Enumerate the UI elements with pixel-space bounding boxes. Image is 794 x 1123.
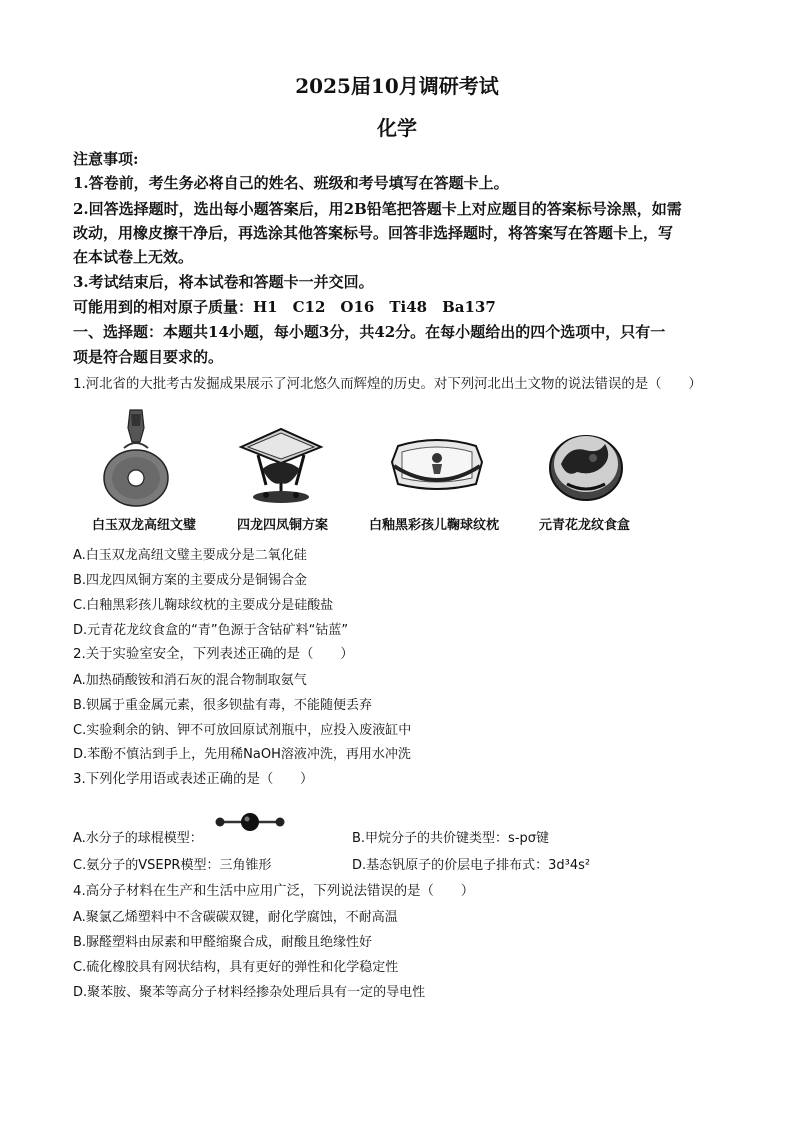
- notice-item: 在本试卷上无效。: [73, 248, 194, 266]
- question-4-option-c: C.硫化橡胶具有网状结构，具有更好的弹性和化学稳定性: [73, 960, 399, 975]
- question-3-option-c: C.氨分子的VSEPR模型：三角锥形: [73, 858, 272, 873]
- section-heading: 一、选择题：本题共14小题，每小题3分，共42分。在每小题给出的四个选项中，只有一: [73, 323, 666, 341]
- water-ball-stick-model-icon: [212, 810, 288, 834]
- question-3-option-b: B.甲烷分子的共价键类型：s-pσ键: [352, 831, 550, 846]
- notice-item: 3.考试结束后，将本试卷和答题卡一并交回。: [73, 273, 374, 291]
- porcelain-pillow-image: [388, 432, 486, 498]
- atomic-masses: 可能用到的相对原子质量：H1 C12 O16 Ti48 Ba137: [73, 298, 496, 316]
- exam-title: 2025届10月调研考试: [295, 74, 499, 98]
- question-2-option-a: A.加热硝酸铵和消石灰的混合物制取氨气: [73, 673, 307, 688]
- question-3-stem: 3.下列化学用语或表述正确的是（ ）: [73, 772, 314, 787]
- artifact-caption: 四龙四凤铜方案: [237, 518, 329, 533]
- artifact-caption: 白釉黑彩孩儿鞠球纹枕: [369, 518, 500, 533]
- question-4-option-d: D.聚苯胺、聚苯等高分子材料经掺杂处理后具有一定的导电性: [73, 985, 426, 1000]
- artifact-caption: 元青花龙纹食盒: [539, 518, 631, 533]
- question-2-stem: 2.关于实验室安全，下列表述正确的是（ ）: [73, 647, 354, 662]
- notice-item: 2.回答选择题时，选出每小题答案后，用2B铅笔把答题卡上对应题目的答案标号涂黑，如需: [73, 200, 682, 218]
- question-2-option-d: D.苯酚不慎沾到手上，先用稀NaOH溶液冲洗，再用水冲洗: [73, 747, 411, 762]
- question-4-stem: 4.高分子材料在生产和生活中应用广泛，下列说法错误的是（ ）: [73, 884, 475, 899]
- question-2-option-c: C.实验剩余的钠、钾不可放回原试剂瓶中，应投入废液缸中: [73, 723, 412, 738]
- question-2-option-b: B.钡属于重金属元素，很多钡盐有毒，不能随便丢弃: [73, 698, 373, 713]
- jade-bi-disc-image: [100, 408, 172, 508]
- notice-item: 1.答卷前，考生务必将自己的姓名、班级和考号填写在答题卡上。: [73, 174, 509, 192]
- question-1-option-b: B.四龙四凤铜方案的主要成分是铜锡合金: [73, 573, 308, 588]
- notice-item: 改动，用橡皮擦干净后，再选涂其他答案标号。回答非选择题时，将答案写在答题卡上，写: [73, 224, 674, 242]
- food-box-image: [547, 428, 625, 502]
- question-1-stem: 1.河北省的大批考古发掘成果展示了河北悠久而辉煌的历史。对下列河北出土文物的说法错误的是（ ）: [73, 377, 702, 392]
- artifact-caption: 白玉双龙高纽文璧: [92, 518, 197, 533]
- question-1-option-c: C.白釉黑彩孩儿鞠球纹枕的主要成分是硅酸盐: [73, 598, 334, 613]
- notice-heading: 注意事项:: [73, 150, 139, 168]
- question-3-option-a: A.水分子的球棍模型：: [73, 831, 203, 846]
- question-1-option-d: D.元青花龙纹食盒的“青”色源于含钴矿料“钴蓝”: [73, 623, 349, 638]
- subject-title: 化学: [377, 116, 417, 140]
- question-4-option-a: A.聚氯乙烯塑料中不含碳碳双键，耐化学腐蚀，不耐高温: [73, 910, 398, 925]
- question-4-option-b: B.脲醛塑料由尿素和甲醛缩聚合成，耐酸且绝缘性好: [73, 935, 373, 950]
- bronze-square-table-image: [236, 425, 326, 505]
- question-3-option-d: D.基态钒原子的价层电子排布式：3d³4s²: [352, 858, 591, 873]
- question-1-option-a: A.白玉双龙高纽文璧主要成分是二氧化硅: [73, 548, 307, 563]
- section-heading: 项是符合题目要求的。: [73, 348, 224, 366]
